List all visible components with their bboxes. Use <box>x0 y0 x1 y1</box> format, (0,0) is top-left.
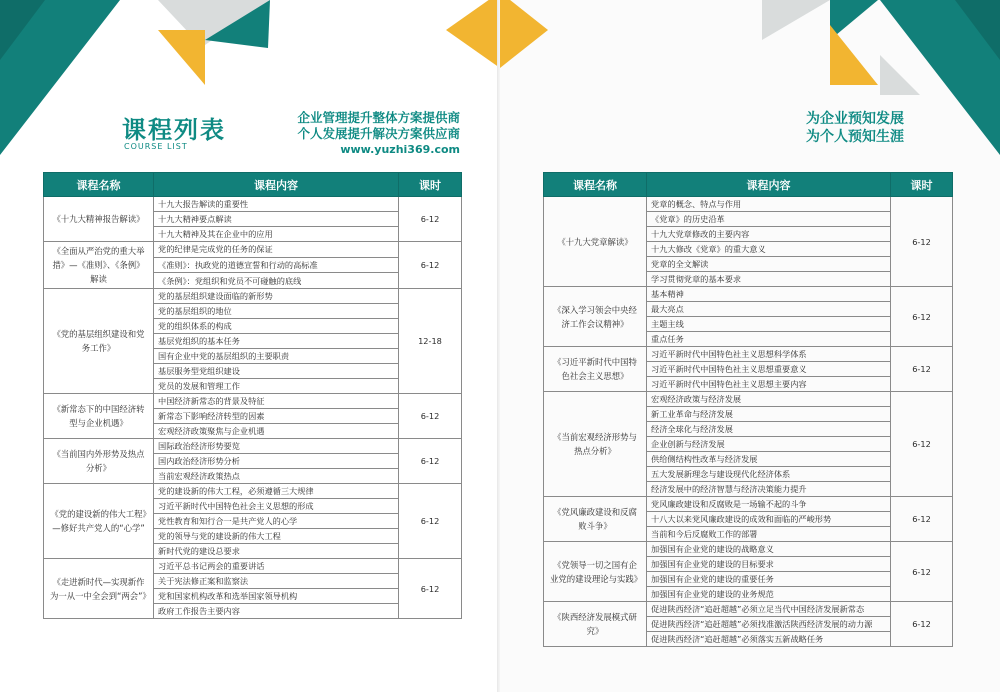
course-name-cell: 《党的建设新的伟大工程》—修好共产党人的“心学” <box>44 484 154 559</box>
course-content-cell: 中国经济新常态的背景及特征 <box>154 394 399 409</box>
slogan-2: 为个人预知生涯 <box>806 129 904 145</box>
course-content-cell: 党章的概念、特点与作用 <box>647 197 891 212</box>
course-content-cell: 党性教育和知行合一是共产党人的心学 <box>154 514 399 529</box>
course-name-cell: 《习近平新时代中国特色社会主义思想》 <box>544 347 647 392</box>
course-content-cell: 《条例》：党组织和党员不可碰触的底线 <box>154 273 399 289</box>
gold-diamond-half <box>500 0 548 68</box>
gold-diamond <box>446 0 500 68</box>
course-name-cell: 《十九大精神报告解读》 <box>44 197 154 242</box>
course-content-cell: 基本精神 <box>647 287 891 302</box>
table-header-row <box>544 173 953 197</box>
course-content-cell: 国有企业中党的基层组织的主要职责 <box>154 349 399 364</box>
course-name-cell: 《陕西经济发展模式研究》 <box>544 602 647 647</box>
course-content-cell: 宏观经济政策与经济发展 <box>647 392 891 407</box>
course-content-cell: 习近平总书记两会的重要讲话 <box>154 559 399 574</box>
page-title: 课程列表 <box>122 116 226 144</box>
course-hours-cell: 6-12 <box>891 347 953 392</box>
course-content-cell: 党的组织体系的构成 <box>154 319 399 334</box>
course-hours-cell: 6-12 <box>399 242 462 289</box>
course-content-cell: 党的基层组织的地位 <box>154 304 399 319</box>
course-content-cell: 企业创新与经济发展 <box>647 437 891 452</box>
course-name-cell: 《全面从严治党的重大举措》—《准则》、《条例》解读 <box>44 242 154 289</box>
course-content-cell: 五大发展新理念与建设现代化经济体系 <box>647 467 891 482</box>
course-content-cell: 党和国家机构改革和选举国家领导机构 <box>154 589 399 604</box>
table-row <box>44 394 462 409</box>
header-course-name: 课程名称 <box>544 173 647 197</box>
course-name-cell: 《当前国内外形势及热点分析》 <box>44 439 154 484</box>
gold-triangle <box>830 25 878 85</box>
right-page <box>500 0 1000 692</box>
course-content-cell: 《准则》：执政党的道德宣誓和行动的高标准 <box>154 257 399 273</box>
course-content-cell: 党的纪律是完成党的任务的保证 <box>154 242 399 258</box>
table-row <box>44 289 462 304</box>
course-hours-cell: 6-12 <box>891 602 953 647</box>
course-content-cell: 十九大修改《党章》的重大意义 <box>647 242 891 257</box>
course-content-cell: 加强国有企业党的建设的重要任务 <box>647 572 891 587</box>
course-content-cell: 供给侧结构性改革与经济发展 <box>647 452 891 467</box>
course-content-cell: 加强国有企业党的建设的业务规范 <box>647 587 891 602</box>
course-content-cell: 经济发展中的经济智慧与经济决策能力提升 <box>647 482 891 497</box>
course-name-cell: 《十九大党章解读》 <box>544 197 647 287</box>
course-content-cell: 促进陕西经济“追赶超越”必须找准激活陕西经济发展的动力源 <box>647 617 891 632</box>
tagline-1: 企业管理提升整体方案提供商 <box>297 110 460 125</box>
course-content-cell: 国内政治经济形势分析 <box>154 454 399 469</box>
course-hours-cell: 6-12 <box>891 392 953 497</box>
course-content-cell: 党的建设新的伟大工程，必须遵循三大规律 <box>154 484 399 499</box>
header-hours: 课时 <box>891 173 953 197</box>
header-course-name: 课程名称 <box>44 173 154 197</box>
course-content-cell: 当前宏观经济政策热点 <box>154 469 399 484</box>
course-content-cell: 关于宪法修正案和监察法 <box>154 574 399 589</box>
header-course-content: 课程内容 <box>647 173 891 197</box>
course-content-cell: 习近平新时代中国特色社主义思想重要意义 <box>647 362 891 377</box>
course-content-cell: 十九大精神及其在企业中的应用 <box>154 227 399 242</box>
course-hours-cell: 6-12 <box>891 197 953 287</box>
course-table-right <box>543 172 953 647</box>
course-content-cell: 最大亮点 <box>647 302 891 317</box>
table-row <box>44 439 462 454</box>
website-link[interactable]: www.yuzhi369.com <box>340 143 460 156</box>
course-hours-cell: 6-12 <box>399 197 462 242</box>
course-content-cell: 习近平新时代中国特色社会主义思想的形成 <box>154 499 399 514</box>
course-content-cell: 政府工作报告主要内容 <box>154 604 399 619</box>
header-course-content: 课程内容 <box>154 173 399 197</box>
course-content-cell: 习近平新时代中国特色社主义思想科学体系 <box>647 347 891 362</box>
course-name-cell: 《当前宏观经济形势与热点分析》 <box>544 392 647 497</box>
course-content-cell: 《党章》的历史沿革 <box>647 212 891 227</box>
table-row <box>44 242 462 258</box>
course-content-cell: 重点任务 <box>647 332 891 347</box>
table-row <box>544 542 953 557</box>
course-content-cell: 新常态下影响经济转型的因素 <box>154 409 399 424</box>
course-content-cell: 党风廉政建设和反腐败是一场输不起的斗争 <box>647 497 891 512</box>
course-content-cell: 促进陕西经济“追赶超越”必须落实五新战略任务 <box>647 632 891 647</box>
course-hours-cell: 6-12 <box>891 287 953 347</box>
course-content-cell: 主题主线 <box>647 317 891 332</box>
course-content-cell: 国际政治经济形势要览 <box>154 439 399 454</box>
course-content-cell: 经济全球化与经济发展 <box>647 422 891 437</box>
course-content-cell: 当前和今后反腐败工作的部署 <box>647 527 891 542</box>
table-row <box>44 197 462 212</box>
gray-triangle-2 <box>880 55 920 95</box>
course-hours-cell: 6-12 <box>891 542 953 602</box>
course-name-cell: 《党领导一切之国有企业党的建设理论与实践》 <box>544 542 647 602</box>
right-decoration-triangles <box>500 0 1000 160</box>
table-row <box>544 197 953 212</box>
table-row <box>544 392 953 407</box>
course-content-cell: 十九大党章修改的主要内容 <box>647 227 891 242</box>
course-hours-cell: 6-12 <box>399 484 462 559</box>
teal-small-triangle <box>830 0 878 40</box>
course-content-cell: 习近平新时代中国特色社主义思想主要内容 <box>647 377 891 392</box>
course-content-cell: 新工业革命与经济发展 <box>647 407 891 422</box>
table-row <box>44 559 462 574</box>
course-content-cell: 党的基层组织建设面临的新形势 <box>154 289 399 304</box>
table-row <box>544 347 953 362</box>
course-hours-cell: 6-12 <box>399 559 462 619</box>
course-hours-cell: 12-18 <box>399 289 462 394</box>
tagline-2: 个人发展提升解决方案供应商 <box>297 126 460 141</box>
course-content-cell: 基层服务型党组织建设 <box>154 364 399 379</box>
course-content-cell: 党员的发展和管理工作 <box>154 379 399 394</box>
course-content-cell: 基层党组织的基本任务 <box>154 334 399 349</box>
course-hours-cell: 6-12 <box>399 394 462 439</box>
course-name-cell: 《党风廉政建设和反腐败斗争》 <box>544 497 647 542</box>
course-content-cell: 促进陕西经济“追赶超越”必须立足当代中国经济发展新常态 <box>647 602 891 617</box>
tagline-block <box>297 110 460 142</box>
course-content-cell: 新时代党的建设总要求 <box>154 544 399 559</box>
course-hours-cell: 6-12 <box>399 439 462 484</box>
course-content-cell: 十九大精神要点解读 <box>154 212 399 227</box>
course-content-cell: 加强国有企业党的建设的战略意义 <box>647 542 891 557</box>
header-hours: 课时 <box>399 173 462 197</box>
table-row <box>544 602 953 617</box>
table-header-row <box>44 173 462 197</box>
course-content-cell: 加强国有企业党的建设的目标要求 <box>647 557 891 572</box>
course-content-cell: 学习贯彻党章的基本要求 <box>647 272 891 287</box>
course-name-cell: 《深入学习领会中央经济工作会议精神》 <box>544 287 647 347</box>
slogan-block <box>806 110 904 146</box>
course-content-cell: 党的领导与党的建设新的伟大工程 <box>154 529 399 544</box>
course-table-left <box>43 172 462 619</box>
course-content-cell: 宏观经济政策聚焦与企业机遇 <box>154 424 399 439</box>
table-row <box>44 484 462 499</box>
table-row <box>544 287 953 302</box>
slogan-1: 为企业预知发展 <box>806 111 904 127</box>
course-content-cell: 党章的全文解读 <box>647 257 891 272</box>
course-name-cell: 《走进新时代—实现新作为一从一中全会到“两会”》 <box>44 559 154 619</box>
table-row <box>544 497 953 512</box>
page-subtitle: COURSE LIST <box>124 142 188 151</box>
course-name-cell: 《党的基层组织建设和党务工作》 <box>44 289 154 394</box>
course-content-cell: 十九大报告解读的重要性 <box>154 197 399 212</box>
course-hours-cell: 6-12 <box>891 497 953 542</box>
course-content-cell: 十八大以来党风廉政建设的成效和面临的严峻形势 <box>647 512 891 527</box>
gray-triangle <box>762 0 830 40</box>
gold-triangle <box>158 30 205 85</box>
course-name-cell: 《新常态下的中国经济转型与企业机遇》 <box>44 394 154 439</box>
